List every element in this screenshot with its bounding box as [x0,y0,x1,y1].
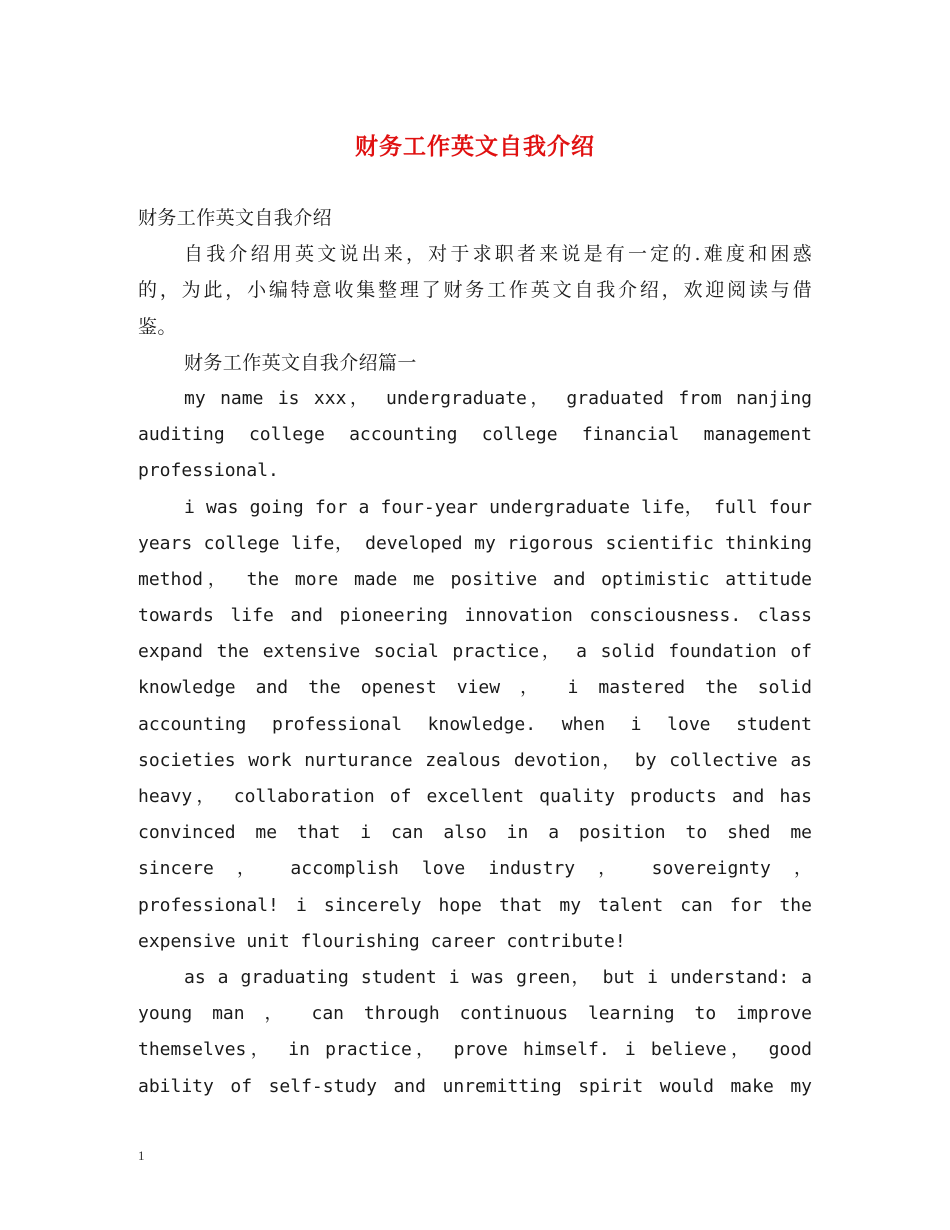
text-line: method， the more made me positive and optimistic attitude [138,568,812,590]
text-line: young man ， can through continuous learning to improve [138,1003,812,1025]
text-line: expand the extensive social practice， a solid foundation of [138,641,812,663]
text-line: 财务工作英文自我介绍篇一 [184,351,417,374]
text-line: expensive unit flourishing career contribute! [138,930,626,952]
text-line: ability of self-study and unremitting spirit would make my [138,1075,812,1097]
text-line: 财务工作英文自我介绍 [138,207,333,229]
page-number: 1 [138,1148,145,1163]
text-line: societies work nurturance zealous devotion， by collective as [138,749,812,771]
text-line: i was going for a four-year undergraduate life， full four [184,496,812,518]
text-line: my name is xxx， undergraduate， graduated from nanjing [184,387,812,409]
text-line: accounting professional knowledge. when i love student [138,713,812,735]
document-title: 财务工作英文自我介绍 [355,133,595,160]
text-line: professional. [138,460,279,482]
text-line: themselves， in practice， prove himself. i believe， good [138,1039,812,1061]
text-line: heavy， collaboration of excellent quality products and has [138,786,812,807]
text-line: 鉴。 [138,315,177,338]
text-line: convinced me that i can also in a position to shed me [138,822,812,844]
text-line: sincere ， accomplish love industry ， sovereignty ， [138,858,812,880]
document-body [138,200,812,1105]
text-line: towards life and pioneering innovation consciousness. class [138,605,812,627]
text-line: years college life， developed my rigorous scientific thinking [138,532,812,554]
text-line: 自我介绍用英文说出来，对于求职者来说是有一定的.难度和困惑 [184,243,812,266]
text-line: professional! i sincerely hope that my talent can for the [138,894,812,916]
text-line: 的，为此，小编特意收集整理了财务工作英文自我介绍，欢迎阅读与借 [138,279,812,302]
text-line: knowledge and the openest view ， i mastered the solid [138,677,812,699]
text-line: auditing college accounting college financial management [138,424,812,446]
text-line: as a graduating student i was green， but i understand: a [184,966,812,988]
